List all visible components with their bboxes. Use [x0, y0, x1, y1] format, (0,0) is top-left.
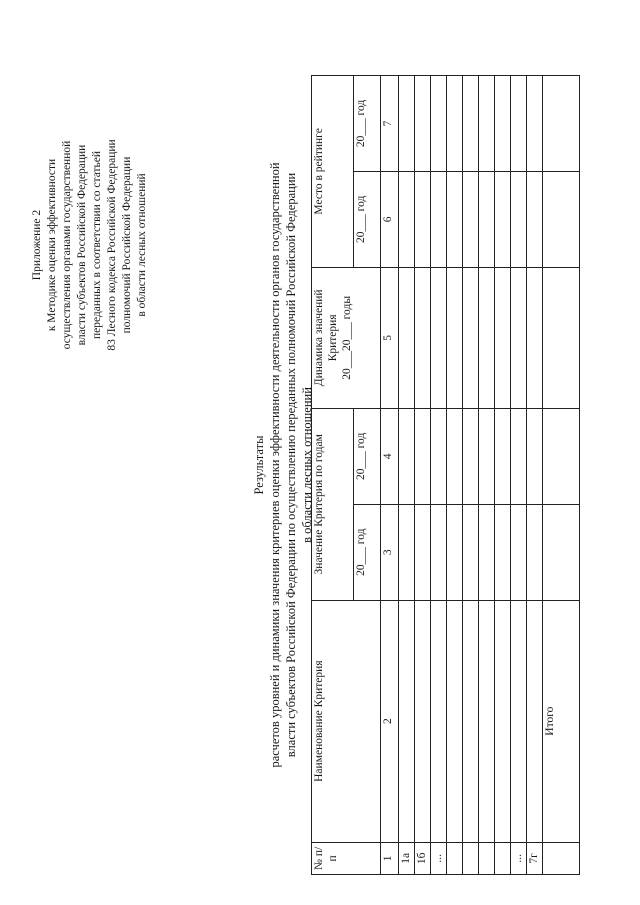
table-cell[interactable]: [543, 76, 580, 172]
table-cell[interactable]: [415, 76, 431, 172]
table-cell[interactable]: [495, 504, 511, 600]
table-cell[interactable]: [431, 600, 447, 842]
header-num: № п/п: [312, 842, 381, 874]
table-cell[interactable]: [511, 171, 527, 267]
table-cell[interactable]: [511, 408, 527, 504]
row-number: ...: [431, 842, 447, 874]
table-cell[interactable]: [431, 504, 447, 600]
table-cell[interactable]: [399, 76, 415, 172]
header-value-group: Значение Критерия по годам: [312, 408, 354, 600]
table-cell[interactable]: [415, 600, 431, 842]
table-cell[interactable]: [495, 600, 511, 842]
table-cell[interactable]: [543, 267, 580, 408]
table-cell[interactable]: [399, 267, 415, 408]
table-cell[interactable]: [447, 600, 463, 842]
table-cell[interactable]: [479, 76, 495, 172]
table-cell[interactable]: [463, 267, 479, 408]
row-number: 7г: [527, 842, 543, 874]
header-rank-year-2: 20___ год: [354, 76, 381, 172]
header-dynamics: [312, 267, 381, 408]
table-row: [495, 76, 511, 875]
table-row: [527, 76, 543, 875]
table-row: [415, 76, 431, 875]
row-number: 1б: [415, 842, 431, 874]
row-number: [463, 842, 479, 874]
appendix-line: Приложение 2: [31, 209, 43, 281]
total-num-cell: [543, 842, 580, 874]
table-cell[interactable]: [447, 408, 463, 504]
appendix-line: в области лесных отношений: [136, 173, 148, 317]
table-cell[interactable]: [527, 408, 543, 504]
table-cell[interactable]: [463, 76, 479, 172]
column-number: 2: [381, 600, 399, 842]
table-row: [463, 76, 479, 875]
row-number: [447, 842, 463, 874]
rotated-page: [15, 60, 615, 880]
table-cell[interactable]: [527, 171, 543, 267]
table-cell[interactable]: [511, 76, 527, 172]
table-cell[interactable]: [447, 171, 463, 267]
table-cell[interactable]: [463, 408, 479, 504]
table-cell[interactable]: [399, 504, 415, 600]
table-cell[interactable]: [543, 408, 580, 504]
column-number: 5: [381, 267, 399, 408]
appendix-line: осуществления органами государственной: [61, 140, 73, 350]
appendix-line: к Методике оценки эффективности: [46, 158, 58, 332]
row-number: [479, 842, 495, 874]
table-cell[interactable]: [479, 600, 495, 842]
table-row: [447, 76, 463, 875]
header-value-year-2: 20___ год: [354, 408, 381, 504]
column-number: 7: [381, 76, 399, 172]
table-cell[interactable]: [527, 267, 543, 408]
table-cell[interactable]: [399, 171, 415, 267]
title-line: в области лесных отношений: [300, 387, 314, 543]
header-value-year-1: 20___ год: [354, 504, 381, 600]
column-number: 4: [381, 408, 399, 504]
row-number: ...: [511, 842, 527, 874]
column-number: 3: [381, 504, 399, 600]
header-row-1: [312, 76, 354, 875]
title-line: власти субъектов Российской Федерации по осуществлению переданных полномочий Российской Федерации: [284, 172, 298, 758]
table-row: [399, 76, 415, 875]
appendix-line: 83 Лесного кодекса Российской Федерации: [106, 139, 118, 351]
row-number: 1а: [399, 842, 415, 874]
table-cell[interactable]: [399, 408, 415, 504]
header-name: Наименование Критерия: [312, 600, 381, 842]
table-cell[interactable]: [527, 600, 543, 842]
total-row: [543, 76, 580, 875]
table-cell[interactable]: [431, 267, 447, 408]
row-number: [495, 842, 511, 874]
table-cell[interactable]: [543, 171, 580, 267]
column-number: 6: [381, 171, 399, 267]
document-title: [251, 80, 315, 850]
table-cell[interactable]: [511, 600, 527, 842]
table-cell[interactable]: [511, 504, 527, 600]
table-cell[interactable]: [479, 267, 495, 408]
table-cell[interactable]: [511, 267, 527, 408]
header-dynamics-label: Динамика значений Критерия: [313, 289, 339, 387]
table-cell[interactable]: [463, 171, 479, 267]
header-rank-group: Место в рейтинге: [312, 76, 354, 268]
table-cell[interactable]: [431, 76, 447, 172]
appendix-line: власти субъектов Российской Федерации: [76, 144, 88, 346]
table-cell[interactable]: [479, 171, 495, 267]
table-cell[interactable]: [527, 76, 543, 172]
table-cell[interactable]: [495, 76, 511, 172]
table-cell[interactable]: [463, 600, 479, 842]
table-cell[interactable]: [447, 504, 463, 600]
table-cell[interactable]: [399, 600, 415, 842]
table-cell[interactable]: [527, 504, 543, 600]
appendix-line: переданных в соответствии со статьей: [91, 150, 103, 340]
table-cell[interactable]: [447, 267, 463, 408]
table-cell[interactable]: [415, 171, 431, 267]
table-cell[interactable]: [495, 408, 511, 504]
table-cell[interactable]: [415, 267, 431, 408]
table-cell[interactable]: [415, 408, 431, 504]
table-cell[interactable]: [479, 504, 495, 600]
table-row: [511, 76, 527, 875]
table-cell[interactable]: [447, 76, 463, 172]
appendix-line: полномочий Российской Федерации: [121, 156, 133, 334]
total-label: Итого: [543, 600, 580, 842]
table-cell[interactable]: [431, 171, 447, 267]
column-number: 1: [381, 842, 399, 874]
table-cell[interactable]: [495, 267, 511, 408]
table-cell[interactable]: [543, 504, 580, 600]
results-table: [311, 75, 580, 875]
title-line: расчетов уровней и динамики значения критериев оценки эффективности деятельности органов государственной: [268, 162, 282, 768]
table-cell[interactable]: [463, 504, 479, 600]
column-numbers-row: [381, 76, 399, 875]
table-cell[interactable]: [479, 408, 495, 504]
table-cell[interactable]: [431, 408, 447, 504]
table-row: [431, 76, 447, 875]
appendix-block: [30, 80, 150, 410]
header-rank-year-1: 20___ год: [354, 171, 381, 267]
table-cell[interactable]: [415, 504, 431, 600]
title-heading: Результаты: [252, 435, 266, 495]
table-cell[interactable]: [495, 171, 511, 267]
table-row: [479, 76, 495, 875]
header-dynamics-years: 20___20___ годы: [341, 295, 353, 380]
